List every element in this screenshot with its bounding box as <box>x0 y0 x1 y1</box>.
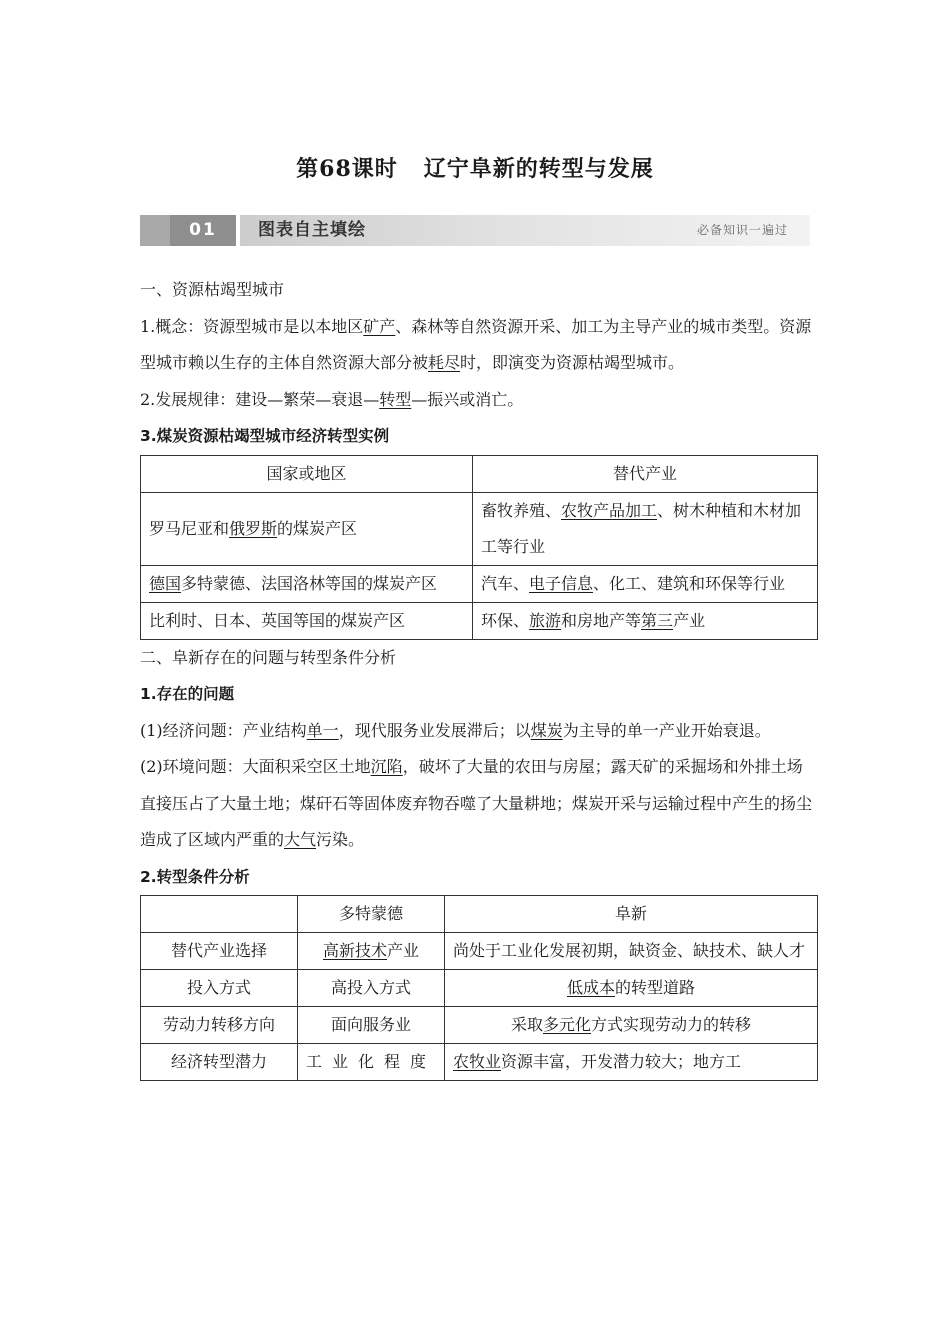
banner-number: 01 <box>170 215 236 246</box>
table-cell: 替代产业选择 <box>141 933 298 970</box>
blank-answer: 耗尽 <box>428 353 461 372</box>
table-row <box>141 933 818 970</box>
main-content <box>140 272 812 1081</box>
environment-problems: (2)环境问题：大面积采空区土地沉陷，破坏了大量的农田与房屋；露天矿的采掘场和外排土场直接压占了大量土地；煤矸石等固体废弃物吞噬了大量耕地；煤炭开采与运输过程中产生的扬尘造成了区域内严重的大气污染。 <box>140 757 813 849</box>
table-cell: 汽车、电子信息、化工、建筑和环保等行业 <box>473 565 818 602</box>
table-header-row <box>141 455 818 492</box>
table-cell: 罗马尼亚和俄罗斯的煤炭产区 <box>141 492 473 565</box>
column-header: 阜新 <box>445 896 818 933</box>
examples-heading: 3.煤炭资源枯竭型城市经济转型实例 <box>140 427 390 445</box>
table-header-row <box>141 896 818 933</box>
page-title <box>0 152 950 183</box>
rule-paragraph: 2.发展规律：建设—繁荣—衰退—转型—振兴或消亡。 <box>140 389 524 409</box>
table-cell: 投入方式 <box>141 970 298 1007</box>
lesson-topic: 辽宁阜新的转型与发展 <box>423 156 654 182</box>
column-header <box>141 896 298 933</box>
blank-answer: 矿产 <box>363 316 396 336</box>
table-row <box>141 492 818 565</box>
table-cell: 尚处于工业化发展初期，缺资金、缺技术、缺人才 <box>445 933 818 970</box>
table-cell: 采取多元化方式实现劳动力的转移 <box>445 1007 818 1044</box>
table-cell: 高投入方式 <box>298 970 445 1007</box>
table-row <box>141 970 818 1007</box>
table-row <box>141 565 818 602</box>
section2-heading: 二、阜新存在的问题与转型条件分析 <box>140 647 397 667</box>
analysis-table <box>140 895 818 1081</box>
table-row <box>141 1044 818 1081</box>
table-cell: 低成本的转型道路 <box>445 970 818 1007</box>
column-header: 替代产业 <box>473 455 818 492</box>
concept-paragraph: 1.概念：资源型城市是以本地区矿产、森林等自然资源开采、加工为主导产业的城市类型。资源型城市赖以生存的主体自然资源大部分被耗尽时，即演变为资源枯竭型城市。 <box>140 316 812 372</box>
table-cell: 工业化程度 <box>298 1044 445 1081</box>
economic-problems: (1)经济问题：产业结构单一，现代服务业发展滞后；以煤炭为主导的单一产业开始衰退。 <box>140 720 771 740</box>
column-header: 国家或地区 <box>141 455 473 492</box>
banner-subtitle: 必备知识一遍过 <box>696 223 788 237</box>
table-cell: 比利时、日本、英国等国的煤炭产区 <box>141 602 473 639</box>
banner-bar <box>140 215 170 246</box>
section1-heading: 一、资源枯竭型城市 <box>140 280 285 299</box>
blank-answer: 转型 <box>379 389 412 409</box>
table-row <box>141 1007 818 1044</box>
lesson-number: 第68课时 <box>296 156 398 182</box>
banner-label: 图表自主填绘 <box>258 220 366 240</box>
banner-divider <box>236 215 240 246</box>
section-banner <box>140 215 810 246</box>
table-cell: 面向服务业 <box>298 1007 445 1044</box>
table-row <box>141 602 818 639</box>
table-cell: 农牧业资源丰富，开发潜力较大；地方工 <box>445 1044 818 1081</box>
problems-heading: 1.存在的问题 <box>140 685 235 703</box>
analysis-heading: 2.转型条件分析 <box>140 867 250 886</box>
table-cell: 德国多特蒙德、法国洛林等国的煤炭产区 <box>141 565 473 602</box>
table-cell: 高新技术产业 <box>298 933 445 970</box>
column-header: 多特蒙德 <box>298 896 445 933</box>
table-cell: 畜牧养殖、农牧产品加工、树木种植和木材加工等行业 <box>473 492 818 565</box>
table-cell: 环保、旅游和房地产等第三产业 <box>473 602 818 639</box>
table-cell: 劳动力转移方向 <box>141 1007 298 1044</box>
examples-table <box>140 455 818 640</box>
table-cell: 经济转型潜力 <box>141 1044 298 1081</box>
